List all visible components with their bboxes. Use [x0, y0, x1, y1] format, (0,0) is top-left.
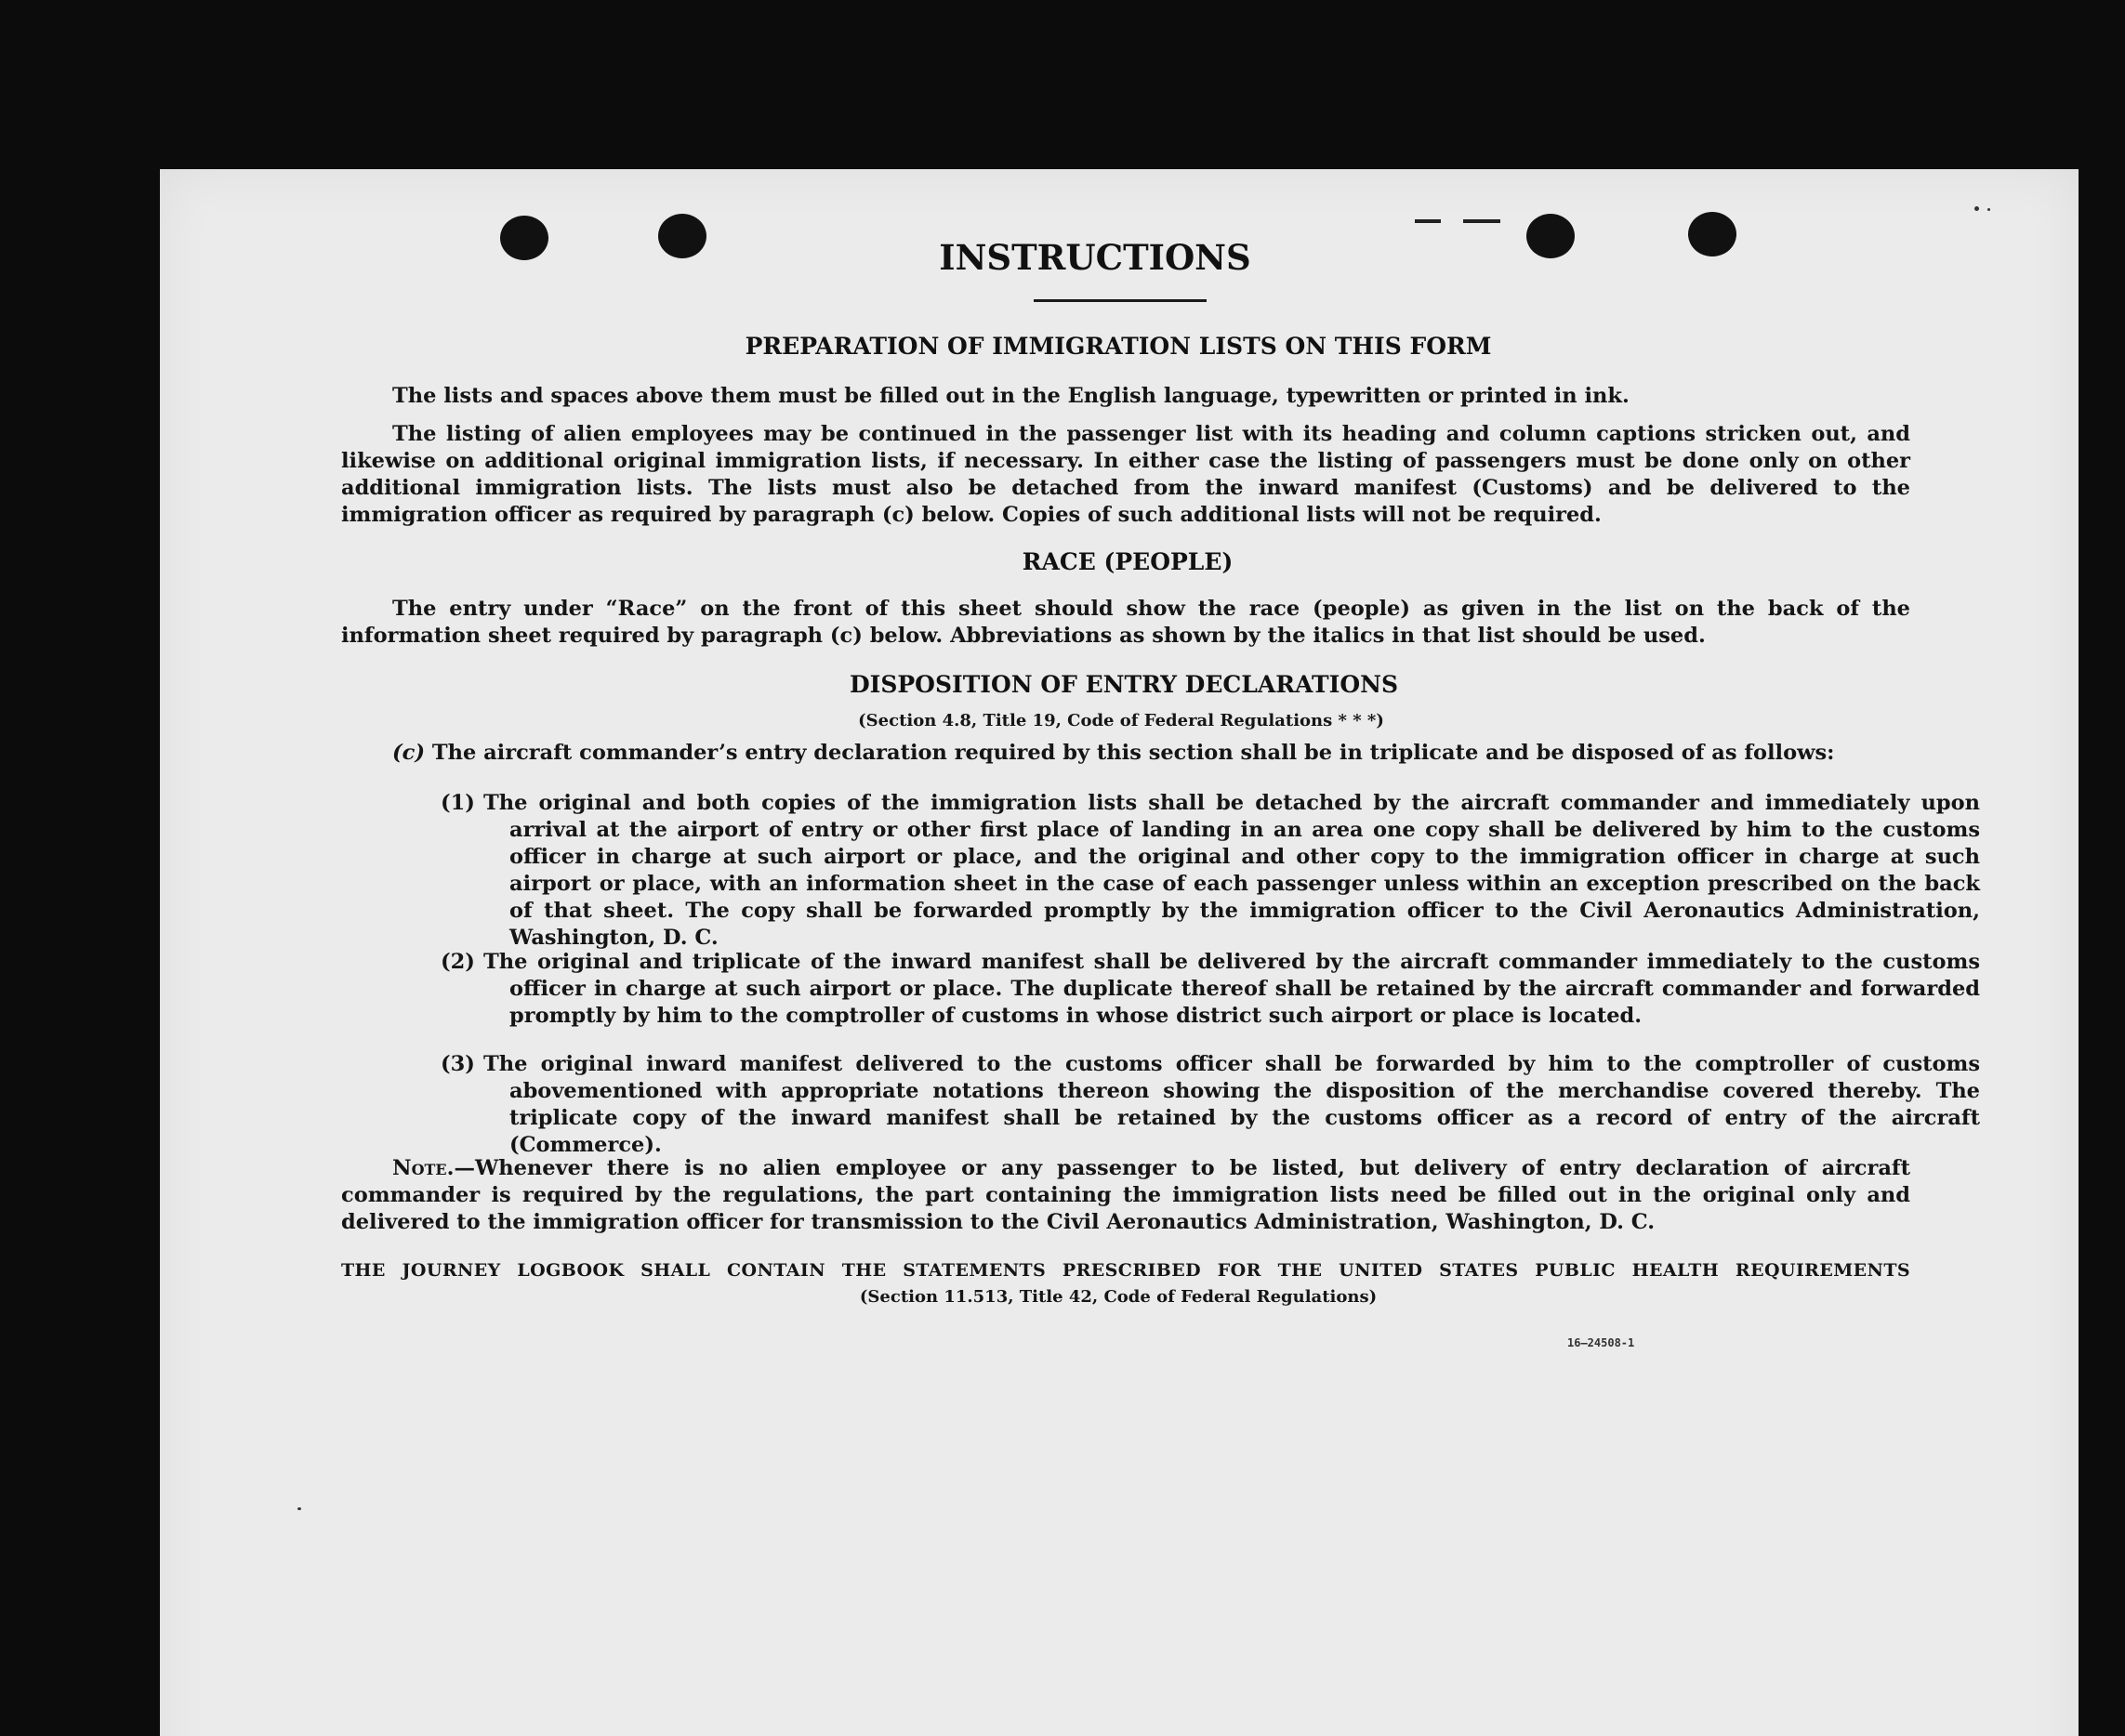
list-item: (3) The original inward manifest delivered to the customs officer shall be forwarded by him to the comptroller of customs abovementioned with appropriate notations thereon showing the disposition of the merchandise covered thereby. The triplicate copy of the inward manifest shall be retained by the customs officer as a record of entry of the aircraft (Commerce).: [441, 1052, 1980, 1157]
paragraph-alien-employees: The listing of alien employees may be continued in the passenger list with its heading and column captions stricken out, and likewise on additional original immigration lists, if necessary. In either case the listing of passengers must be done only on other additional immigration lists. The lists must also be detached from the inward manifest (Customs) and be delivered to the immigration officer as required by paragraph (c) below. Copies of such additional lists will not be required.: [341, 422, 1910, 527]
page-title: INSTRUCTIONS: [939, 237, 1251, 278]
ink-speck: [1987, 208, 1990, 211]
item-number: (2): [441, 950, 475, 974]
ink-mark: [1415, 219, 1441, 223]
intro-label: (c): [392, 741, 425, 765]
paragraph-language: The lists and spaces above them must be filled out in the English language, typewritten or printed in ink.: [392, 384, 1630, 408]
footer-citation: (Section 11.513, Title 42, Code of Federal Regulations): [859, 1287, 1378, 1307]
item-number: (3): [441, 1052, 475, 1076]
note-label: Note.: [392, 1156, 455, 1180]
title-underline: [1034, 299, 1207, 302]
item-number: (1): [441, 791, 475, 815]
public-health-statement: THE JOURNEY LOGBOOK SHALL CONTAIN THE STATEMENTS PRESCRIBED FOR THE UNITED STATES PUBLIC HEALTH REQUIREMENTS: [341, 1260, 1910, 1281]
ink-speck: [297, 1507, 301, 1510]
paragraph-race: The entry under “Race” on the front of this sheet should show the race (people) as given in the list on the back of the information sheet required by paragraph (c) below. Abbreviations as shown by the italics in that list should be used.: [341, 597, 1910, 648]
ink-mark: [1463, 219, 1500, 223]
section-heading-preparation: PREPARATION OF IMMIGRATION LISTS ON THIS FORM: [745, 333, 1492, 360]
paragraph-c-intro: (c) The aircraft commander’s entry declaration required by this section shall be in triplicate and be disposed of as follows:: [392, 741, 1835, 765]
section-heading-race: RACE (PEOPLE): [1022, 548, 1234, 575]
form-number: 16—24508-1: [1567, 1336, 1635, 1349]
section-citation: (Section 4.8, Title 19, Code of Federal Regulations * * *): [858, 711, 1384, 730]
section-heading-disposition: DISPOSITION OF ENTRY DECLARATIONS: [849, 671, 1399, 698]
list-item: (2) The original and triplicate of the inward manifest shall be delivered by the aircraft commander immediately to the customs officer in charge at such airport or place. The duplicate thereof shall be retained by the aircraft commander and forwarded promptly by him to the comptroller of customs in whose district such airport or place is located.: [441, 950, 1980, 1028]
note-paragraph: Note.—Whenever there is no alien employee or any passenger to be listed, but delivery of entry declaration of aircraft commander is required by the regulations, the part containing the immigration lists need be filled out in the original only and delivered to the immigration officer for transmission to the Civil Aeronautics Administration, Washington, D. C.: [341, 1156, 1910, 1234]
list-item: (1) The original and both copies of the immigration lists shall be detached by the aircraft commander and immediately upon arrival at the airport of entry or other first place of landing in an area one copy shall be delivered by him to the customs officer in charge at such airport or place, and the original and other copy to the immigration officer in charge at such airport or place, with an information sheet in the case of each passenger unless within an exception prescribed on the back of that sheet. The copy shall be forwarded promptly by the immigration officer to the Civil Aeronautics Administration, Washington, D. C.: [441, 791, 1980, 950]
ink-speck: [1974, 206, 1979, 211]
